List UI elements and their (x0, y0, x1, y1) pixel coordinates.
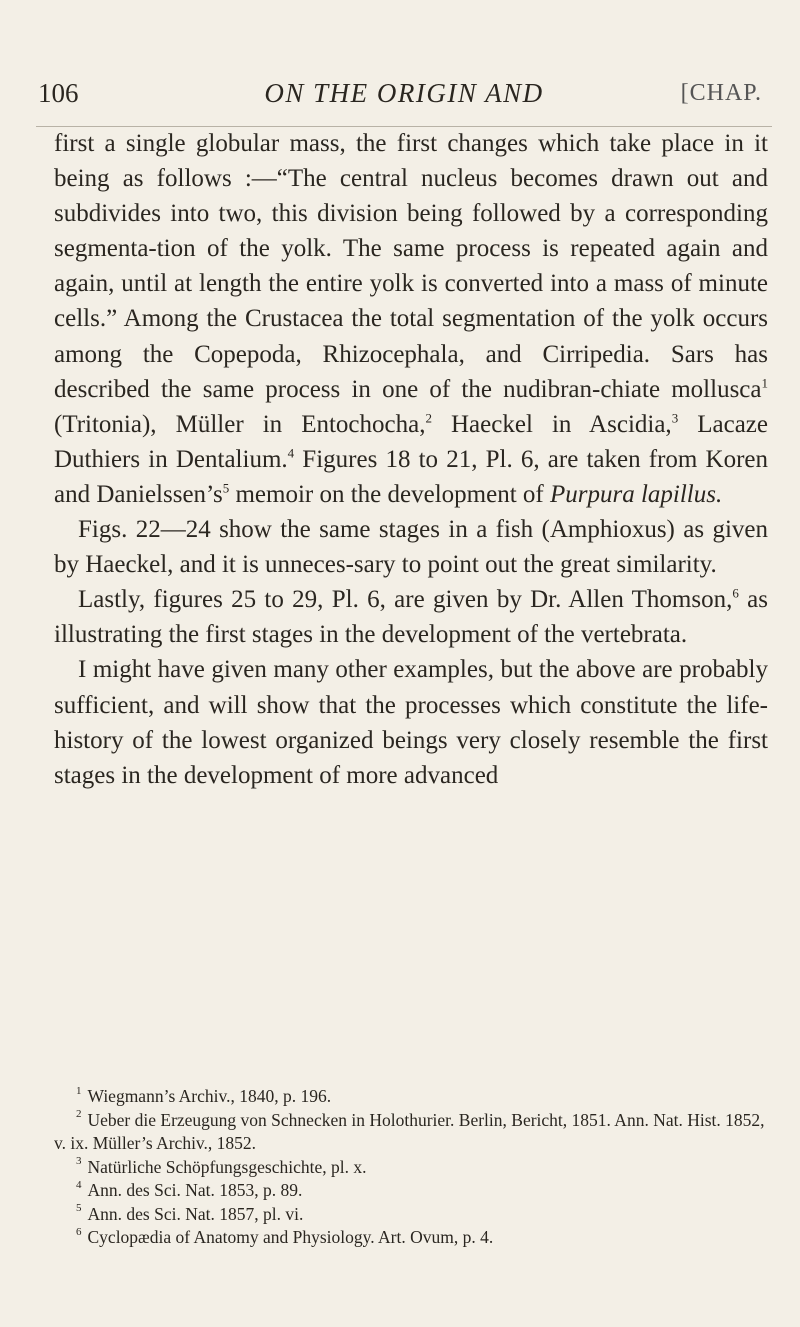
text-run: Haeckel in Ascidia, (431, 410, 672, 438)
footnote-marker: 5 (76, 1202, 82, 1215)
text-run: first a single globular mass, the first changes which take place in it being as follows :—“The central nucleus becomes drawn out and subdivides into two, this division being followed by a corresponding segmenta-tion of the yolk. The same process is repeated again and again, until at length the entire yolk is converted into a mass of minute cells.” Among the Crustacea the total segmentation of the yolk occurs among the Copepoda, Rhizocephala, and Cirripedia. Sars has described the same process in one of the nudibran-chiate mollusca (54, 130, 768, 403)
footnote-ref: 4 (287, 445, 295, 461)
footnote-marker: 2 (76, 1108, 82, 1121)
footnote-text: Ann. des Sci. Nat. 1857, pl. vi. (87, 1203, 304, 1224)
body-text (54, 126, 768, 793)
footnote-ref: 2 (425, 410, 432, 425)
page-number: 106 (38, 78, 79, 108)
footnote-ref: 1 (761, 374, 768, 390)
species-name: Purpura lapillus. (549, 480, 723, 508)
footnote-marker: 6 (76, 1225, 82, 1238)
footnote (54, 1226, 768, 1250)
footnote-marker: 1 (76, 1084, 82, 1097)
footnote (54, 1085, 768, 1109)
footnote-ref: 6 (732, 585, 739, 601)
footnote-marker: 4 (76, 1178, 82, 1191)
footnote-ref: 5 (222, 480, 230, 496)
text-run: (Tritonia), Müller in Entochocha, (54, 410, 426, 438)
footnote-text: Cyclopædia of Anatomy and Physiology. Art. Ovum, p. 4. (87, 1227, 494, 1247)
footnotes (54, 1085, 768, 1250)
paragraph-2: Figs. 22—24 show the same stages in a fish (Amphioxus) as given by Haeckel, and it is unneces-sary to point out the great similarity. (54, 516, 768, 579)
footnote (54, 1179, 768, 1203)
text-run: as illustrating the first stages in the development of the vertebrata. (54, 586, 768, 649)
footnote (54, 1109, 768, 1156)
paragraph-3 (54, 582, 768, 652)
footnote-text: Wiegmann’s Archiv., 1840, p. 196. (87, 1086, 332, 1106)
chapter-mark: [CHAP. (680, 80, 762, 106)
footnote-marker: 3 (76, 1155, 82, 1168)
running-title: ON THE ORIGIN AND (264, 78, 544, 108)
footnote-ref: 3 (671, 410, 679, 425)
paragraph-4: I might have given many other examples, but the above are probably sufficient, and will show that the processes which constitute the life-history of the lowest organized beings very closely resemble the first stages in the development of more advanced (54, 656, 768, 789)
footnote-text: Natürliche Schöpfungsgeschichte, pl. x. (87, 1156, 367, 1177)
footnote-text: Ann. des Sci. Nat. 1853, p. 89. (87, 1180, 303, 1200)
text-run: Lacaze Duthiers in Dentalium. (54, 410, 768, 473)
page-header (36, 78, 772, 114)
text-run: Figures 18 to 21, Pl. 6, are taken from Koren and Danielssen’s (54, 445, 768, 508)
footnote (54, 1156, 768, 1180)
text-run: memoir on the development of (229, 480, 550, 508)
footnote-text: Ueber die Erzeugung von Schnecken in Holothurier. Berlin, Bericht, 1851. Ann. Nat. Hist. 1852, v. ix. Müller’s Archiv., 1852. (54, 1109, 765, 1153)
footnote (54, 1203, 768, 1227)
text-run: Lastly, figures 25 to 29, Pl. 6, are given by Dr. Allen Thomson, (78, 586, 733, 614)
paragraph-1 (54, 126, 768, 512)
